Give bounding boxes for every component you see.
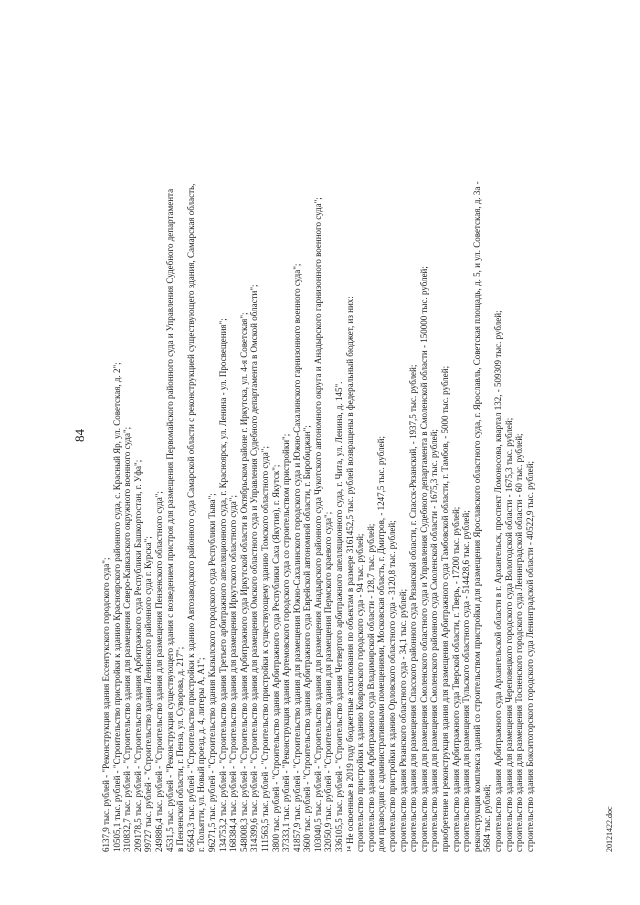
text-line: строительство пристройки к зданию Орловского областного суда - 3120,8 тыс. рублей;	[387, 520, 398, 852]
text-line: 249886,4 тыс. рублей - "Строительство здания для размещения Пензенского областного суда";	[153, 491, 164, 852]
page-number: 84	[72, 429, 87, 442]
text-line: 10505,1 тыс. рублей - "Строительство пристройки к зданию Красноярского районного суда, с. Красный Яр, ул. Советская, д. 2";	[111, 362, 122, 852]
text-line: г. Тольятти, ул. Новый проезд, д. 4, литеры А, А1";	[196, 657, 207, 852]
text-line: строительство здания Арбитражного суда Владимирской области - 128,7 тыс. рублей;	[365, 523, 376, 852]
document-text-body	[101, 32, 535, 852]
text-line: 32050,9 тыс. рублей - "Строительство здания для размещения Пермского краевого суда";	[323, 511, 334, 852]
text-line: строительство здания для размещения Смоленского районного суда Смоленской области - 1675,3 тыс. рублей;	[429, 429, 440, 852]
text-line: строительство здания для размещения Череповецкого городского суда Вологодской области - 1675,3 тыс. рублей;	[503, 417, 514, 852]
text-line: строительство здания для размещения Тульского областного суда - 514428,6 тыс. рублей;	[461, 510, 472, 852]
text-line: 3800 тыс. рублей - "Строительство здания Арбитражного суда Республики Саха (Якутия), г. Якутск";	[270, 464, 281, 852]
text-line: 65643,3 тыс. рублей - "Строительство пристройки к зданию Автозаводского районного суда Самарской области с реконструкцией существующего здания, Самарская область,	[185, 183, 196, 852]
text-line: строительство здания Арбитражного суда Тверской области, г. Тверь, - 17200 тыс. рублей;	[450, 506, 461, 852]
footer-file-code: 20121422.doc	[605, 806, 614, 852]
text-line: строительство здания для размещения Тосненского городского суда Ленинградской области - 60 тыс. рублей;	[514, 433, 525, 852]
text-line: строительство здания Арбитражного суда Архангельской области в г. Архангельск, проспект Ломоносова, квартал 132, - 509309 тыс. рублей;	[492, 310, 503, 852]
text-line: 99727 тыс. рублей - "Строительство здания Ленинского районного суда г. Курска";	[143, 536, 154, 852]
text-line: 310832,7 тыс. рублей - "Строительство здания для размещения Северо-Кавказского окружного военного суда";	[122, 426, 133, 852]
rotated-document-page	[20, 22, 620, 882]
text-line: строительство здания для размещения Смоленского областного суда и Управления Судебного департамента в Смоленской области - 150000 тыс. рублей;	[418, 266, 429, 852]
text-line: строительство пристройки к зданию Ковровского городского суда - 94 тыс. рублей;	[355, 533, 366, 852]
text-line: 168384,4 тыс. рублей - "Строительство здания для размещения Иркутского областного суда";	[228, 495, 239, 852]
text-line: 548008,3 тыс. рублей - "Строительство здания Арбитражного суда Иркутской области в Октябрьском районе г. Иркутска, ул. 4-я Советская";	[238, 312, 249, 852]
text-line: 6137,9 тыс. рублей - "Реконструкция здания Ессентукского городского суда";	[101, 557, 111, 852]
text-line: строительство здания Рязанского областного суда - 34,1 тыс. рублей;	[397, 588, 408, 852]
text-line: 4531,5 тыс. рублей - "Реконструкция существующего здания с возведением пристроя для размещения Первомайского районного суда и Управления Судебного департамента	[164, 188, 175, 852]
text-line: 314399,6 тыс. рублей - "Строительство здания для размещения Омского областного суда и Управления Судебного департамента в Омской области";	[249, 284, 260, 852]
text-line: строительство здания Бокситогорского городского суда Ленинградской области - 40522,9 тыс. рублей;	[524, 460, 535, 852]
text-line: 96271,5 тыс. рублей - "Строительство здания Кызылского городского суда Республики Тыва";	[206, 493, 217, 852]
text-line: 41857,9 тыс. рублей - "Строительство здания для размещения Южно-Сахалинского городского суда и Южно-Сахалинского гарнизонного военного суда";	[291, 263, 302, 852]
text-line: в Пензенской области, г. Пенза, ул. Суворова, д. 217";	[175, 646, 186, 852]
text-line: реконструкция комплекса зданий со строительством пристройки для размещения Ярославского областного суда, г. Ярославль, Советская площадь, д. 5, и ул. Советская, д. 3а -	[471, 181, 482, 852]
text-line: 3600 тыс. рублей - "Строительство здания Арбитражного суда Еврейской автономной области, г. Биробиджан";	[302, 425, 313, 852]
text-line: 5684 тыс. рублей;	[482, 784, 493, 852]
text-line: 111563,5 тыс. рублей - "Строительство пристройки к существующему зданию Томского областного суда";	[259, 446, 270, 852]
text-line: дом правосудия с административными помещениями, Московская область, г. Дмитров, - 1247,5 тыс. рублей;	[376, 436, 387, 852]
text-line: 336105,5 тыс. рублей - "Строительство здания Четвертого арбитражного апелляционного суда, г. Чита, ул. Ленина, д. 145".	[334, 381, 345, 852]
text-line: строительство здания для размещения Спасского районного суда Рязанской области, г. Спасск-Рязанский, - 1937,5 тыс. рублей;	[408, 364, 419, 852]
text-line: приобретение и реконструкция здания для размещения Арбитражного суда Тамбовской области, г. Тамбов, - 5000 тыс. рублей;	[440, 365, 450, 852]
text-line: 103040,5 тыс. рублей - "Строительство здания для размещения Анадырского районного суда Чукотского автономного округа и Анадырского гарнизонного военного суда";	[312, 197, 323, 852]
text-line: 37333,1 тыс. рублей - "Реконструкция здания Артемовского городского суда со строительством пристройки";	[281, 433, 292, 852]
text-line: 209178,5 тыс. рублей - "Строительство здания Арбитражного суда Республики Башкортостан, г. Уфа";	[132, 459, 143, 852]
text-line: ¹⁴ Не освоенные в 2019 году бюджетные ассигнования по объектам в размере 3161452,5 тыс. рублей возвращены в федеральный бюджет, из них:	[344, 296, 355, 852]
text-line: 134753,2 тыс. рублей - "Строительство здания Третьего арбитражного апелляционного суда, г. Красноярск, ул. Ленина - ул. Просвещения";	[217, 318, 228, 852]
